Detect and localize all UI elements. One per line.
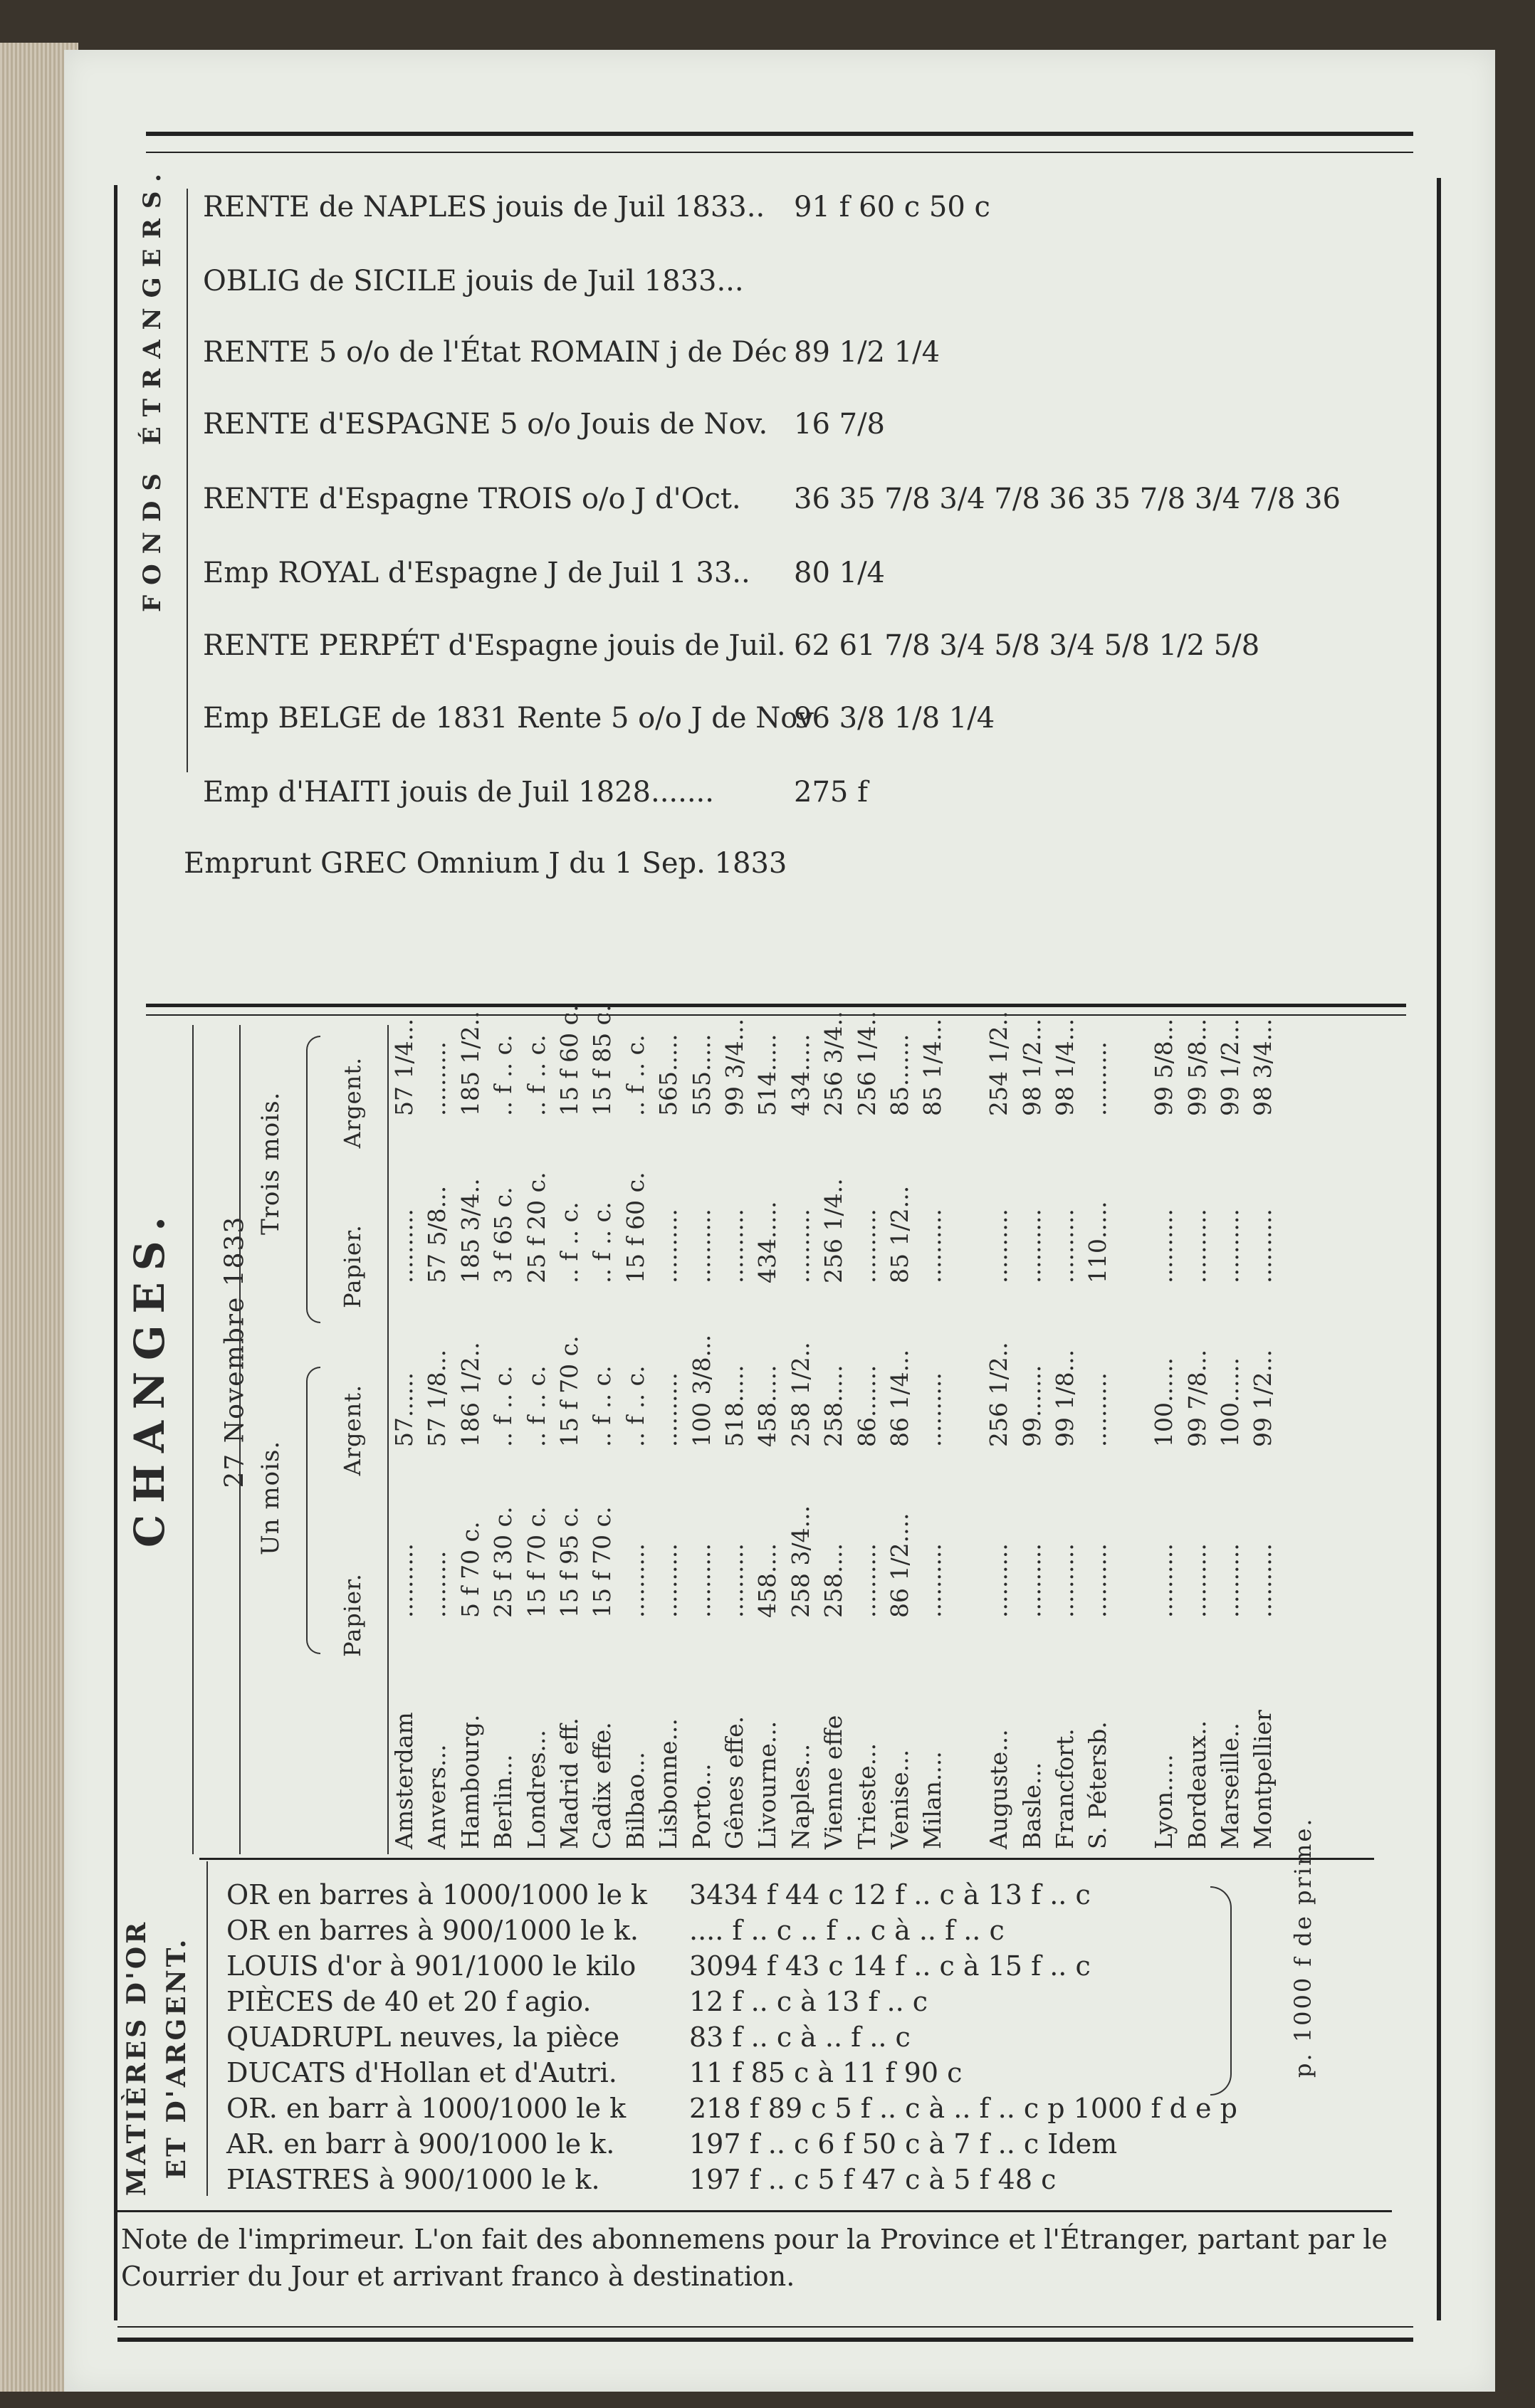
argent-header-trois: Argent.: [339, 1056, 366, 1149]
matieres-row: PIÈCES de 40 et 20 f agio. 12 f .. c à 13 f .. c: [226, 1986, 928, 2017]
emprunt-grec: Emprunt GREC Omnium J du 1 Sep. 1833: [184, 847, 787, 880]
un-papier-cell-text: ..........: [1017, 1543, 1046, 1618]
trois-papier-cell-text: ..........: [687, 1209, 716, 1283]
city-cell-text: Francfort.: [1051, 1728, 1079, 1849]
trois-papier-cell-text: ..........: [1017, 1209, 1046, 1283]
matieres-title: MATIÈRES D'OR ET D'ARGENT.: [122, 1919, 192, 2197]
prime-brace: [1210, 1886, 1232, 2096]
un-papier-cell-text: 15 f 70 c.: [522, 1506, 550, 1618]
city-cell-text: Lyon.....: [1150, 1754, 1178, 1849]
un-argent-cell-text: ..........: [654, 1372, 683, 1447]
city-cell-text: Hambourg.: [456, 1714, 484, 1849]
un-argent-cell-text: 99.......: [1017, 1365, 1046, 1447]
trois-papier-cell-text: 57 5/8...: [423, 1185, 451, 1283]
matieres-row: OR en barres à 900/1000 le k. .... f .. c .. f .. c à .. f .. c: [226, 1915, 1005, 1946]
un-papier-cell-text: 15 f 95 c.: [555, 1506, 583, 1618]
trois-argent-cell-text: .. f .. c.: [522, 1034, 550, 1116]
city-cell-text: Cadix effe.: [588, 1722, 617, 1849]
frame-right-rule: [1437, 178, 1441, 2320]
trois-papier-cell-text: .. f .. c.: [588, 1202, 617, 1283]
changes-title: CHANGES.: [125, 1205, 174, 1547]
un-mois-brace: [306, 1367, 320, 1654]
section-rule: [146, 1004, 1406, 1016]
city-cell-text: Basle...: [1017, 1762, 1046, 1849]
un-argent-cell-text: 57......: [390, 1372, 418, 1447]
un-papier-cell-text: ..........: [1150, 1543, 1178, 1618]
trois-papier-cell-text: 256 1/4..: [819, 1178, 848, 1283]
un-papier-cell-text: 25 f 30 c.: [489, 1506, 518, 1618]
un-argent-cell-text: .. f .. c.: [489, 1365, 518, 1447]
trois-papier-cell-text: ..........: [1183, 1209, 1211, 1283]
city-cell-text: Montpellier: [1249, 1710, 1277, 1849]
un-argent-cell-text: 15 f 70 c.: [555, 1335, 583, 1447]
un-papier-cell-text: ..........: [918, 1543, 947, 1618]
city-cell-text: Anvers...: [423, 1744, 451, 1849]
fonds-section-title: FONDS ÉTRANGERS.: [138, 163, 167, 612]
un-argent-cell-text: 99 7/8...: [1183, 1349, 1211, 1447]
trois-argent-cell-text: 256 3/4..: [819, 1011, 848, 1116]
city-cell-text: Lisbonne...: [654, 1718, 683, 1849]
trois-argent-cell-text: 254 1/2..: [985, 1011, 1013, 1116]
prime-note: p. 1000 f de prime.: [1289, 1816, 1316, 2078]
un-argent-cell-text: 99 1/8...: [1051, 1349, 1079, 1447]
matieres-row: OR en barres à 1000/1000 le k 3434 f 44 c 12 f .. c à 13 f .. c: [226, 1879, 1091, 1910]
trois-papier-cell-text: ..........: [918, 1209, 947, 1283]
trois-argent-cell-text: 514.....: [753, 1034, 782, 1116]
un-papier-cell-text: ..........: [654, 1543, 683, 1618]
un-argent-cell-text: 99 1/2...: [1249, 1349, 1277, 1447]
trois-papier-cell-text: ..........: [1249, 1209, 1277, 1283]
trois-papier-cell-text: ..........: [1051, 1209, 1079, 1283]
trois-papier-cell-text: ..........: [985, 1209, 1013, 1283]
un-papier-cell-text: ..........: [1051, 1543, 1079, 1618]
city-cell-text: Londres...: [522, 1730, 550, 1849]
trois-argent-cell-text: ..........: [1084, 1041, 1112, 1116]
matieres-row: OR. en barr à 1000/1000 le k 218 f 89 c 5 f .. c à .. f .. c p 1000 f d e p: [226, 2093, 1237, 2124]
trois-argent-cell-text: .. f .. c.: [489, 1034, 518, 1116]
trois-papier-cell-text: 85 1/2...: [886, 1185, 913, 1283]
un-argent-cell-text: 518.....: [721, 1365, 748, 1447]
trois-argent-cell-text: 256 1/4..: [852, 1011, 881, 1116]
un-papier-cell-text: .........: [423, 1550, 451, 1618]
un-papier-cell-text: 458....: [753, 1543, 782, 1618]
note-rule: [117, 2210, 1392, 2212]
city-cell-text: Gênes effe.: [721, 1715, 748, 1849]
un-papier-cell-text: 86 1/2....: [886, 1513, 913, 1618]
city-cell-text: Vienne effe: [819, 1715, 848, 1849]
trois-argent-cell-text: 565.....: [654, 1034, 683, 1116]
argent-header-un: Argent.: [339, 1384, 366, 1476]
trois-argent-cell-text: 98 1/2...: [1017, 1018, 1046, 1116]
city-cell-text: Bordeaux..: [1183, 1720, 1211, 1849]
trois-papier-cell-text: 15 f 60 c.: [621, 1172, 649, 1283]
trois-argent-cell-text: 185 1/2..: [456, 1011, 484, 1116]
un-argent-cell-text: 186 1/2..: [456, 1342, 484, 1447]
un-argent-cell-text: .. f .. c.: [588, 1365, 617, 1447]
trois-argent-cell-text: 99 3/4...: [721, 1018, 748, 1116]
un-argent-cell-text: 458.....: [753, 1365, 782, 1447]
fonds-row: Emp d'HAITI jouis de Juil 1828....... 275 f: [203, 776, 868, 809]
trois-argent-cell-text: 98 3/4...: [1249, 1018, 1277, 1116]
changes-separator: [192, 1025, 194, 1854]
trois-argent-cell-text: ..........: [423, 1041, 451, 1116]
trois-argent-cell-text: 99 5/8...: [1150, 1018, 1178, 1116]
changes-bottom-rule: [199, 1858, 1374, 1860]
city-cell-text: Marseille..: [1216, 1723, 1244, 1849]
un-papier-cell-text: 258....: [819, 1543, 848, 1618]
fonds-separator: [187, 189, 188, 772]
un-argent-cell-text: 100 3/8...: [687, 1334, 716, 1447]
city-cell-text: Porto...: [687, 1763, 716, 1849]
changes-date: 27 Novembre 1833: [220, 1215, 250, 1488]
trois-argent-cell-text: 98 1/4...: [1051, 1018, 1079, 1116]
date-separator: [239, 1025, 241, 1854]
city-cell-text: Venise...: [886, 1749, 913, 1849]
un-mois-label: Un mois.: [256, 1440, 285, 1555]
trois-papier-cell-text: 3 f 65 c.: [489, 1187, 518, 1283]
matieres-row: LOUIS d'or à 901/1000 le kilo 3094 f 43 c 14 f .. c à 15 f .. c: [226, 1950, 1091, 1982]
trois-papier-cell-text: ..........: [1150, 1209, 1178, 1283]
city-cell-text: Bilbao...: [621, 1752, 649, 1849]
fonds-row: RENTE d'ESPAGNE 5 o/o Jouis de Nov. 16 7/8: [203, 408, 885, 441]
city-cell-text: Trieste...: [852, 1742, 881, 1849]
city-cell-text: Milan....: [918, 1751, 947, 1849]
fonds-row: RENTE d'Espagne TROIS o/o J d'Oct. 36 35 7/8 3/4 7/8 36 35 7/8 3/4 7/8 36: [203, 483, 1341, 515]
un-papier-cell-text: 5 f 70 c.: [456, 1521, 484, 1618]
un-papier-cell-text: ..........: [687, 1543, 716, 1618]
un-argent-cell-text: 258.....: [819, 1365, 848, 1447]
trois-papier-cell-text: ..........: [390, 1209, 418, 1283]
fonds-row: Emp ROYAL d'Espagne J de Juil 1 33.. 80 1/4: [203, 557, 885, 589]
un-papier-cell-text: 258 3/4...: [786, 1505, 814, 1618]
matieres-row: PIASTRES à 900/1000 le k. 197 f .. c 5 f 47 c à 5 f 48 c: [226, 2164, 1057, 2195]
matieres-row: QUADRUPL neuves, la pièce 83 f .. c à .. f .. c: [226, 2021, 911, 2053]
un-papier-cell-text: ..........: [721, 1543, 748, 1618]
city-cell-text: Auguste...: [985, 1729, 1013, 1849]
printer-note: Note de l'imprimeur. L'on fait des abonnemens pour la Province et l'Étranger, partant par le Courrier du Jour et arrivant franco à destination.: [121, 2224, 1388, 2292]
matieres-row: AR. en barr à 900/1000 le k. 197 f .. c 6 f 50 c à 7 f .. c Idem: [226, 2128, 1118, 2160]
trois-papier-cell-text: .. f .. c.: [555, 1202, 583, 1283]
fonds-row: RENTE PERPÉT d'Espagne jouis de Juil. 62 61 7/8 3/4 5/8 3/4 5/8 1/2 5/8: [203, 629, 1260, 662]
trois-argent-cell-text: 85.......: [886, 1034, 913, 1116]
un-papier-cell-text: ..........: [1084, 1543, 1112, 1618]
city-cell-text: Naples...: [786, 1743, 814, 1849]
un-argent-cell-text: 86 1/4...: [886, 1349, 913, 1447]
fonds-row: RENTE de NAPLES jouis de Juil 1833.. 91 f 60 c 50 c: [203, 191, 990, 224]
bottom-rule: [117, 2326, 1413, 2342]
trois-argent-cell-text: 99 1/2...: [1216, 1018, 1244, 1116]
city-cell-text: Amsterdam: [390, 1712, 418, 1849]
papier-header-un: Papier.: [339, 1573, 366, 1657]
trois-papier-cell-text: ..........: [721, 1209, 748, 1283]
trois-papier-cell-text: 110.....: [1084, 1201, 1112, 1283]
un-argent-cell-text: 258 1/2..: [786, 1342, 814, 1447]
un-argent-cell-text: 100......: [1150, 1357, 1178, 1447]
fonds-row: Emp BELGE de 1831 Rente 5 o/o J de Nov96 3/8 1/8 1/4: [203, 702, 995, 735]
city-cell-text: Madrid eff.: [555, 1718, 583, 1849]
un-papier-cell-text: ..........: [985, 1543, 1013, 1618]
trois-argent-cell-text: 85 1/4...: [918, 1018, 947, 1116]
header-separator: [387, 1025, 389, 1854]
matieres-row: DUCATS d'Hollan et d'Autri. 11 f 85 c à 11 f 90 c: [226, 2057, 963, 2088]
trois-argent-cell-text: 99 5/8...: [1183, 1018, 1211, 1116]
matieres-separator: [206, 1861, 208, 2196]
un-argent-cell-text: 57 1/8...: [423, 1349, 451, 1447]
trois-papier-cell-text: 185 3/4..: [456, 1178, 484, 1283]
un-argent-cell-text: .. f .. c.: [621, 1365, 649, 1447]
un-papier-cell-text: ..........: [1216, 1543, 1244, 1618]
fonds-row: RENTE 5 o/o de l'État ROMAIN j de Déc 89 1/2 1/4: [203, 336, 941, 369]
trois-papier-cell-text: ..........: [786, 1209, 814, 1283]
trois-papier-cell-text: 25 f 20 c.: [522, 1172, 550, 1283]
city-cell-text: Berlin...: [489, 1754, 518, 1849]
trois-argent-cell-text: 555.....: [687, 1034, 716, 1116]
un-argent-cell-text: ..........: [1084, 1372, 1112, 1447]
un-argent-cell-text: ..........: [918, 1372, 947, 1447]
papier-header-trois: Papier.: [339, 1224, 366, 1308]
trois-argent-cell-text: 57 1/4...: [390, 1018, 418, 1116]
trois-papier-cell-text: 434.....: [753, 1201, 782, 1283]
un-papier-cell-text: ..........: [390, 1543, 418, 1618]
fonds-row: OBLIG de SICILE jouis de Juil 1833...: [203, 265, 744, 298]
trois-mois-label: Trois mois.: [256, 1091, 285, 1235]
trois-argent-cell-text: 15 f 85 c.: [588, 1004, 617, 1116]
un-papier-cell-text: ..........: [1183, 1543, 1211, 1618]
un-argent-cell-text: 86.......: [852, 1365, 881, 1447]
trois-papier-cell-text: ..........: [1216, 1209, 1244, 1283]
un-papier-cell-text: ..........: [852, 1543, 881, 1618]
un-papier-cell-text: ..........: [621, 1543, 649, 1618]
trois-papier-cell-text: ..........: [654, 1209, 683, 1283]
un-argent-cell-text: 256 1/2..: [985, 1342, 1013, 1447]
trois-argent-cell-text: .. f .. c.: [621, 1034, 649, 1116]
trois-papier-cell-text: ..........: [852, 1209, 881, 1283]
city-cell-text: Livourne...: [753, 1720, 782, 1849]
un-argent-cell-text: .. f .. c.: [522, 1365, 550, 1447]
city-cell-text: S. Pétersb.: [1084, 1721, 1112, 1849]
trois-mois-brace: [306, 1036, 320, 1323]
un-papier-cell-text: 15 f 70 c.: [588, 1506, 617, 1618]
trois-argent-cell-text: 434.....: [786, 1034, 814, 1116]
un-argent-cell-text: 100......: [1216, 1357, 1244, 1447]
un-papier-cell-text: ..........: [1249, 1543, 1277, 1618]
trois-argent-cell-text: 15 f 60 c.: [555, 1004, 583, 1116]
top-rule: [146, 132, 1413, 153]
